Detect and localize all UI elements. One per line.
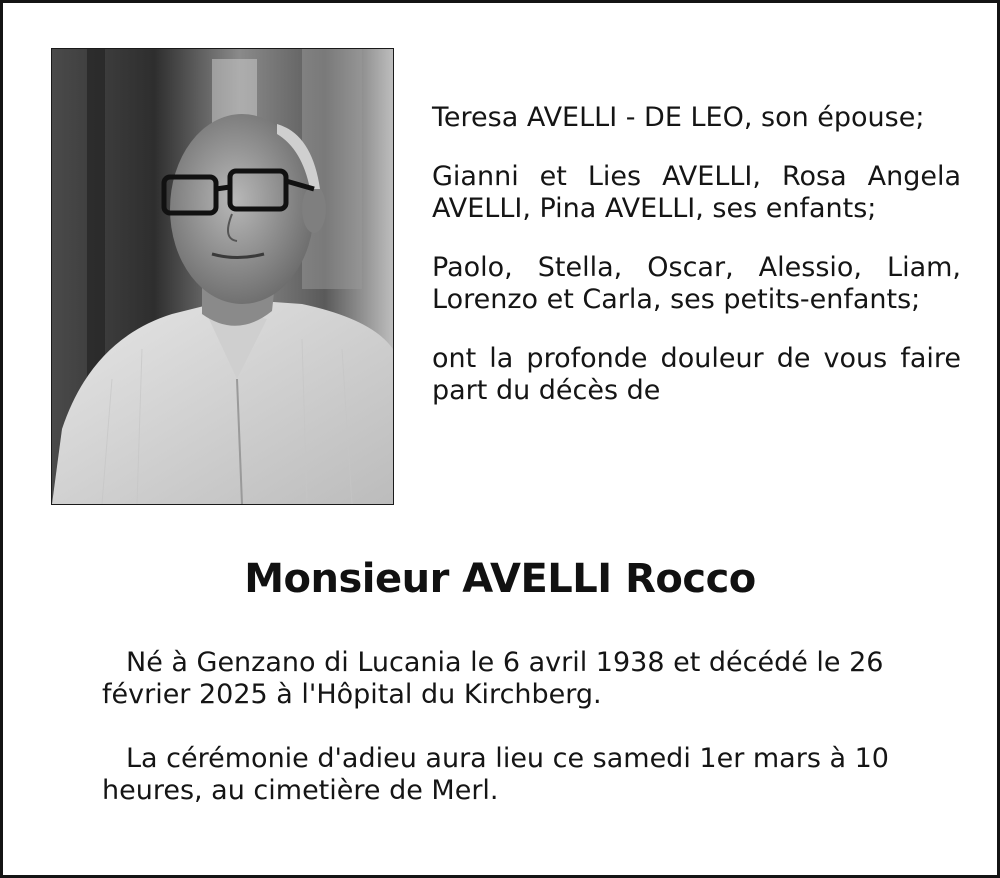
grandchildren-line: Paolo, Stella, Oscar, Alessio, Liam, Lorenzo et Carla, ses petits-enfants;: [432, 252, 961, 315]
family-list: [432, 102, 961, 434]
spouse-line: Teresa AVELLI - DE LEO, son épouse;: [432, 102, 925, 133]
details-block: [102, 647, 922, 839]
portrait-photo: [51, 48, 394, 505]
deceased-name: Monsieur AVELLI Rocco: [244, 556, 756, 602]
children-line: Gianni et Lies AVELLI, Rosa Angela AVELLI, Pina AVELLI, ses enfants;: [432, 161, 961, 224]
ceremony-paragraph: La cérémonie d'adieu aura lieu ce samedi 1er mars à 10 heures, au cimetière de Merl.: [102, 743, 889, 806]
announcement-line: ont la profonde douleur de vous faire part du décès de: [432, 343, 961, 406]
birth-death-paragraph: Né à Genzano di Lucania le 6 avril 1938 et décédé le 26 février 2025 à l'Hôpital du Kirchberg.: [102, 647, 884, 710]
